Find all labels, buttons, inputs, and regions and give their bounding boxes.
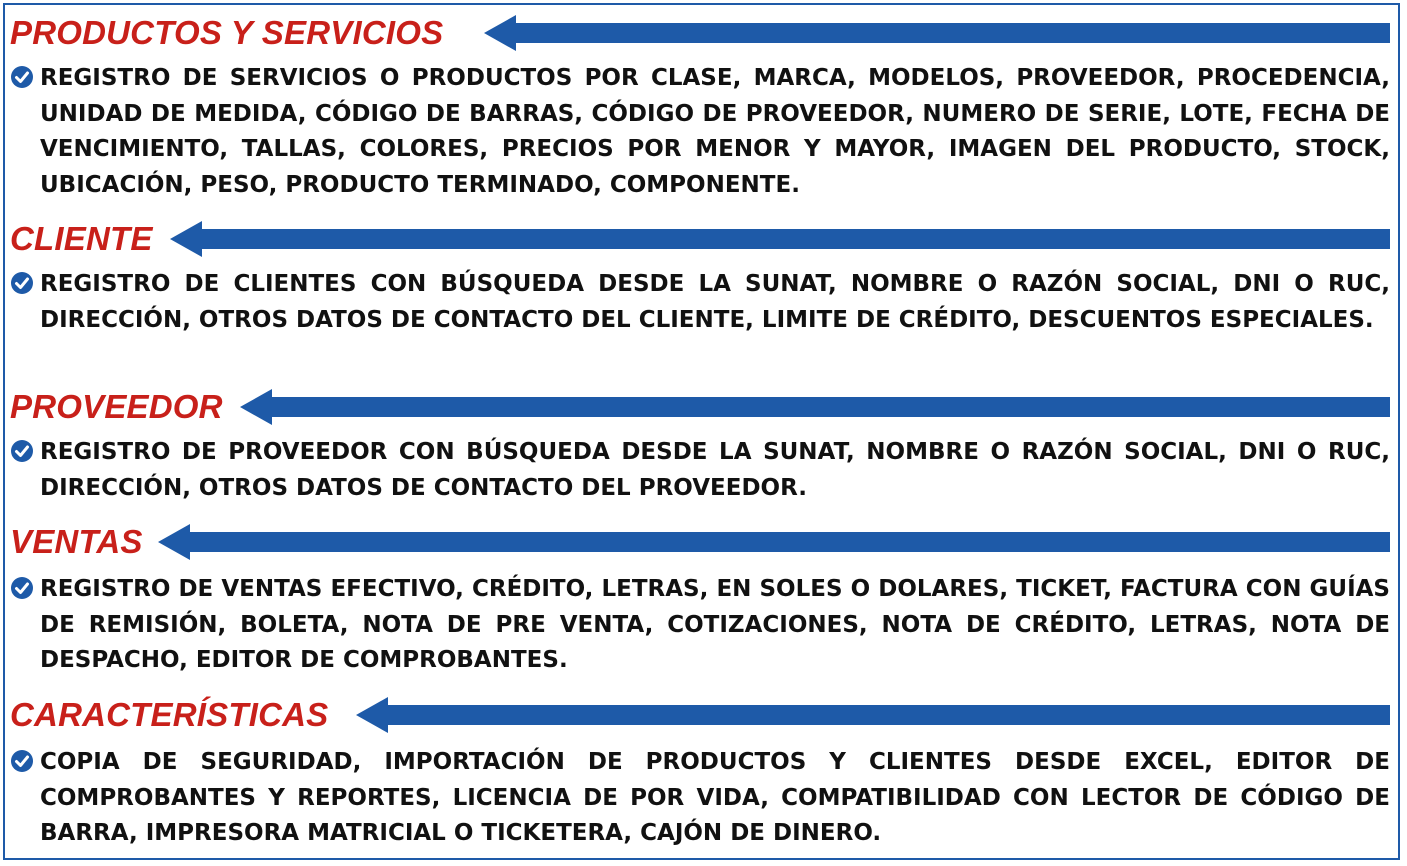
- section-description: REGISTRO DE CLIENTES CON BÚSQUEDA DESDE LA SUNAT, NOMBRE O RAZÓN SOCIAL, DNI O RUC, DIRECCIÓN, OTROS DATOS DE CONTACTO DEL CLIENTE, LIMITE DE CRÉDITO, DESCUENTOS ESPECIALES.: [40, 271, 1390, 333]
- section-description: REGISTRO DE PROVEEDOR CON BÚSQUEDA DESDE LA SUNAT, NOMBRE O RAZÓN SOCIAL, DNI O RUC, DIRECCIÓN, OTROS DATOS DE CONTACTO DEL PROVEEDOR.: [40, 439, 1390, 501]
- section-heading: PROVEEDOR: [10, 388, 223, 425]
- check-circle-icon: [10, 65, 34, 89]
- check-circle-icon: [10, 439, 34, 463]
- check-circle-icon: [10, 576, 34, 600]
- section-heading: PRODUCTOS Y SERVICIOS: [10, 14, 444, 51]
- arrow-left-icon: [356, 697, 1390, 733]
- section-description: REGISTRO DE SERVICIOS O PRODUCTOS POR CLASE, MARCA, MODELOS, PROVEEDOR, PROCEDENCIA, UNIDAD DE MEDIDA, CÓDIGO DE BARRAS, CÓDIGO DE PROVEEDOR, NUMERO DE SERIE, LOTE, FECHA DE VENCIMIENTO, TALLAS, COLORES, PRECIOS POR MENOR Y MAYOR, IMAGEN DEL PRODUCTO, STOCK, UBICACIÓN, PESO, PRODUCTO TERMINADO, COMPONENTE.: [40, 65, 1390, 198]
- arrow-left-icon: [158, 524, 1390, 560]
- section-description: COPIA DE SEGURIDAD, IMPORTACIÓN DE PRODUCTOS Y CLIENTES DESDE EXCEL, EDITOR DE COMPROBANTES Y REPORTES, LICENCIA DE POR VIDA, COMPATIBILIDAD CON LECTOR DE CÓDIGO DE BARRA, IMPRESORA MATRICIAL O TICKETERA, CAJÓN DE DINERO.: [40, 749, 1390, 846]
- section-heading: VENTAS: [10, 523, 143, 560]
- section-heading: CARACTERÍSTICAS: [10, 696, 329, 733]
- section-description: REGISTRO DE VENTAS EFECTIVO, CRÉDITO, LETRAS, EN SOLES O DOLARES, TICKET, FACTURA CON GUÍAS DE REMISIÓN, BOLETA, NOTA DE PRE VENTA, COTIZACIONES, NOTA DE CRÉDITO, LETRAS, NOTA DE DESPACHO, EDITOR DE COMPROBANTES.: [40, 576, 1390, 673]
- section-heading: CLIENTE: [10, 220, 153, 257]
- check-circle-icon: [10, 271, 34, 295]
- arrow-left-icon: [240, 389, 1390, 425]
- arrow-left-icon: [170, 221, 1390, 257]
- arrow-left-icon: [484, 15, 1390, 51]
- check-circle-icon: [10, 749, 34, 773]
